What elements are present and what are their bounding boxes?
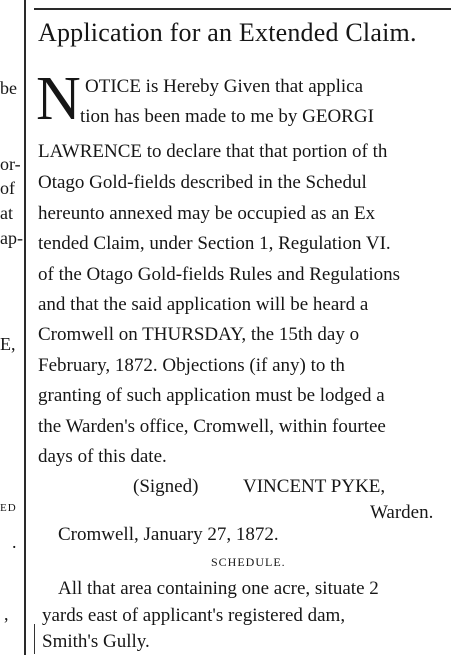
signatory-title: Warden.	[370, 502, 434, 523]
date-line: Cromwell, January 27, 1872.	[58, 524, 279, 545]
top-rule	[34, 8, 451, 10]
drop-cap: N	[36, 65, 81, 133]
notice-line: February, 1872. Objections (if any) to th	[38, 355, 345, 376]
schedule-side-rule	[34, 624, 35, 654]
left-column-fragment: or-	[0, 154, 21, 174]
schedule-line: yards east of applicant's registered dam,	[42, 605, 346, 626]
notice-line: OTICE is Hereby Given that applica	[85, 76, 364, 97]
left-column-fragment: be	[0, 78, 17, 98]
signatory-name: VINCENT PYKE,	[243, 476, 386, 497]
notice-heading: Application for an Extended Claim.	[38, 18, 417, 47]
left-column-fragment: ap-	[0, 228, 23, 248]
notice-line: days of this date.	[38, 446, 167, 467]
notice-line: LAWRENCE to declare that that portion of th	[38, 141, 388, 162]
notice-line: and that the said application will be heard a	[38, 294, 369, 315]
left-column-fragment: of	[0, 178, 15, 198]
left-column-fragment: E,	[0, 334, 16, 354]
schedule-line: All that area containing one acre, situate 2	[58, 578, 379, 599]
notice-line: of the Otago Gold-fields Rules and Regulations	[38, 264, 400, 285]
notice-line: granting of such application must be lodged a	[38, 385, 385, 406]
notice-line: tion has been made to me by GEORGI	[80, 106, 374, 127]
notice-line: the Warden's office, Cromwell, within fourtee	[38, 416, 386, 437]
left-column-fragment: ,	[4, 604, 9, 624]
column-divider	[24, 0, 26, 655]
left-column-fragment: ED	[0, 502, 17, 514]
schedule-line: Smith's Gully.	[42, 631, 150, 652]
signed-label: (Signed)	[133, 476, 199, 497]
notice-line: Otago Gold-fields described in the Schedul	[38, 172, 367, 193]
left-column-fragment: .	[12, 532, 17, 552]
schedule-heading: SCHEDULE.	[211, 555, 286, 569]
notice-line: tended Claim, under Section 1, Regulation VI.	[38, 233, 391, 254]
notice-line: Cromwell on THURSDAY, the 15th day o	[38, 324, 360, 345]
notice-line: hereunto annexed may be occupied as an Ex	[38, 203, 376, 224]
left-column-fragment: at	[0, 203, 13, 223]
